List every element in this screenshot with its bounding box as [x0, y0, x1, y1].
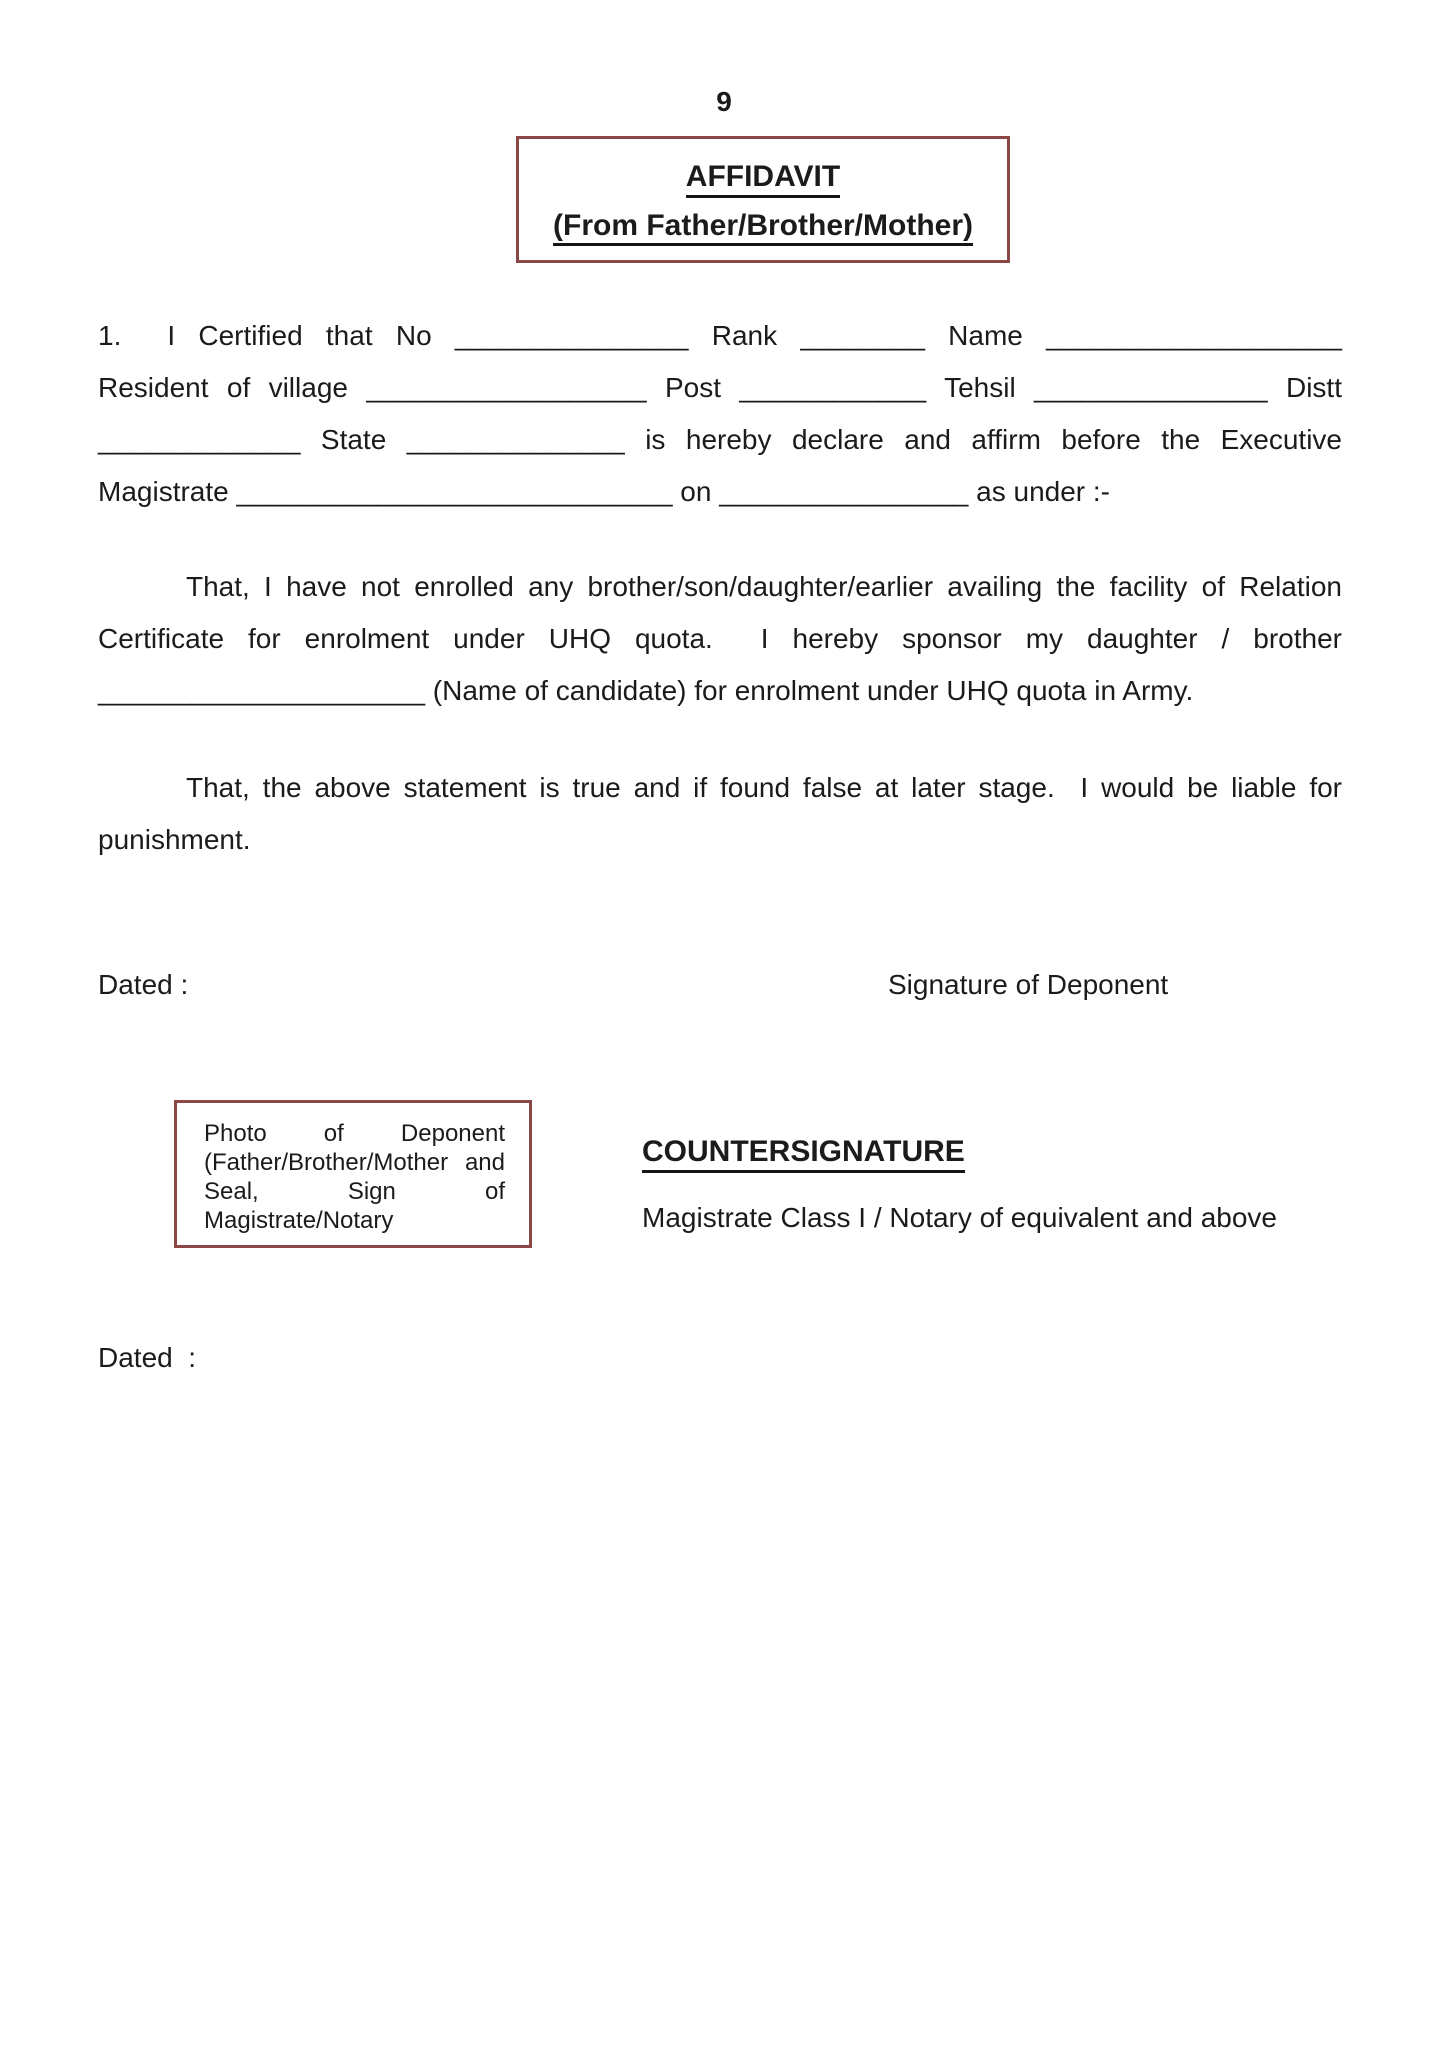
declaration-line-1: [98, 310, 1342, 362]
truth-statement-paragraph: [98, 762, 1342, 866]
photo-of-deponent-box: [174, 1100, 532, 1248]
photo-box-line-4: Magistrate/Notary: [204, 1207, 394, 1234]
affidavit-title-line: [519, 159, 1007, 198]
truth-line-1: [98, 762, 1342, 814]
sponsor-line-2: Certificate for enrolment under UHQ quota. I hereby sponsor my daughter / brother: [98, 623, 1342, 654]
sponsor-paragraph: [98, 561, 1342, 717]
affidavit-title: AFFIDAVIT: [686, 161, 840, 198]
declaration-paragraph: [98, 310, 1342, 518]
affidavit-title-box: [516, 136, 1010, 263]
declaration-line-4: Magistrate ____________________________ on ________________ as under :-: [98, 476, 1111, 507]
affidavit-subtitle: (From Father/Brother/Mother): [553, 210, 973, 247]
sponsor-line-1: [98, 561, 1342, 613]
signature-of-deponent-label: Signature of Deponent: [888, 969, 1169, 1000]
truth-line-2: punishment.: [98, 824, 251, 855]
sponsor-line-1-text: That, I have not enrolled any brother/son/daughter/earlier availing the facility of Relation: [186, 571, 1342, 602]
declaration-line-2: Resident of village __________________ Post ____________ Tehsil _______________ Distt: [98, 372, 1342, 403]
truth-line-1-text: That, the above statement is true and if found false at later stage. I would be liable for: [186, 772, 1342, 803]
affidavit-subtitle-line: [519, 208, 1007, 247]
item-number: 1.: [98, 320, 122, 351]
dated-signature-row: [98, 959, 1342, 1011]
photo-box-line-2: (Father/Brother/Mother and: [204, 1149, 505, 1176]
dated-bottom-label: Dated :: [98, 1342, 197, 1373]
countersignature-heading-line: [642, 1134, 965, 1173]
photo-box-line-3: Seal, Sign of: [204, 1178, 505, 1205]
countersignature-authority-text: Magistrate Class I / Notary of equivalent and above: [642, 1202, 1278, 1233]
page-number: 9: [716, 86, 732, 117]
declaration-line-1-text: I Certified that No _______________ Rank ________ Name ___________________: [167, 320, 1342, 351]
sponsor-line-3: _____________________ (Name of candidate) for enrolment under UHQ quota in Army.: [98, 675, 1194, 706]
dated-label: Dated :: [98, 969, 189, 1000]
declaration-line-3: _____________ State ______________ is hereby declare and affirm before the Executive: [98, 424, 1342, 455]
countersignature-heading: COUNTERSIGNATURE: [642, 1136, 965, 1173]
photo-box-line-1: Photo of Deponent: [204, 1120, 505, 1147]
